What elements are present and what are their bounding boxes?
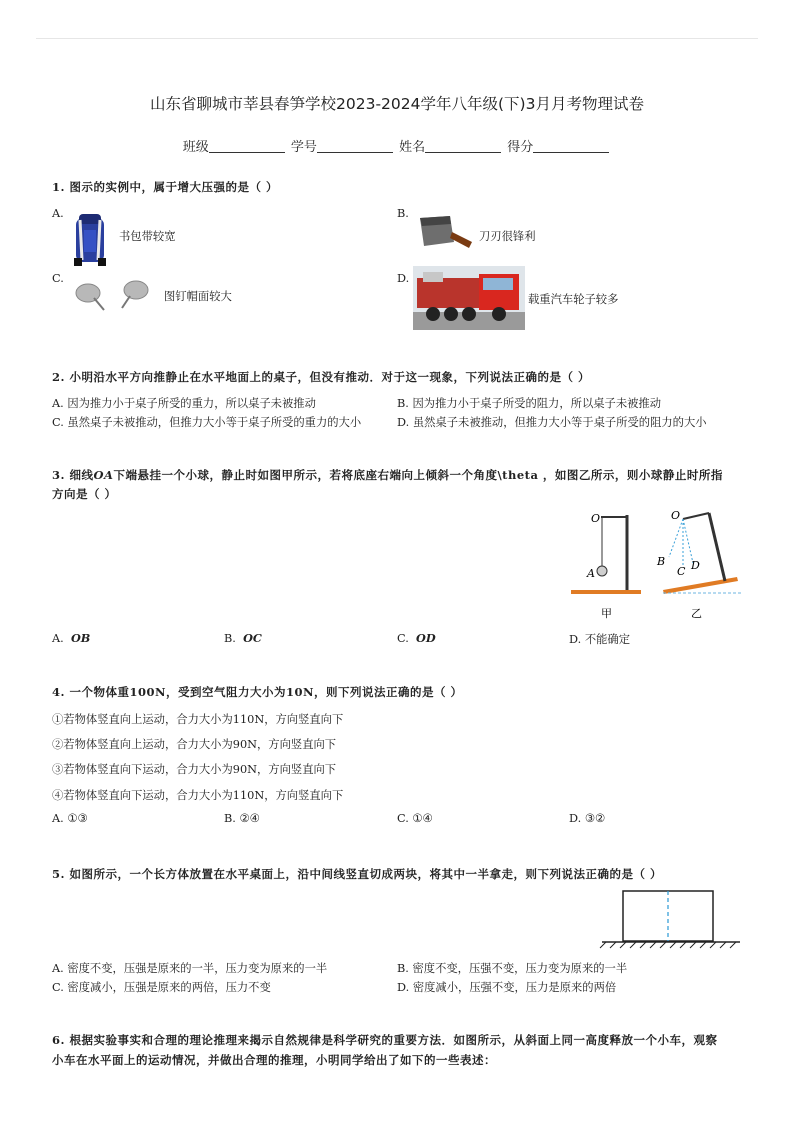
- q3-option-d: D. 不能确定: [569, 633, 631, 646]
- score-label: 得分: [507, 140, 534, 155]
- q3-figure: [565, 505, 745, 620]
- q1-stem: 1. 图示的实例中，属于增大压强的是（ ）: [52, 180, 279, 194]
- q1-option-b-letter: B.: [397, 207, 409, 220]
- q2-option-b: B. 因为推力小于桌子所受的阻力，所以桌子未被推动: [397, 397, 662, 410]
- top-divider: [36, 38, 758, 39]
- q4-statement-1: ①若物体竖直向上运动，合力大小为110N，方向竖直向下: [52, 713, 344, 726]
- q4-option-d: D. ③②: [569, 812, 606, 825]
- q1-option-c-text: 图钉帽面较大: [164, 290, 232, 303]
- yi-tilted-base: [663, 577, 738, 594]
- q1-option-a-text: 书包带较宽: [119, 230, 176, 243]
- q3-math-oa: OA: [93, 468, 114, 482]
- jia-label-o: O: [591, 512, 601, 525]
- q5-table-hatching: [600, 942, 736, 948]
- q1-option-b-text: 刀刃很锋利: [479, 230, 536, 243]
- q3-stem-line2: 方向是（ ）: [52, 487, 117, 501]
- q4-option-c: C. ①④: [397, 812, 433, 825]
- q3-option-c: C. OD: [397, 631, 436, 645]
- q4-statement-2: ②若物体竖直向上运动，合力大小为90N，方向竖直向下: [52, 738, 337, 751]
- jia-ball: [597, 566, 607, 576]
- yi-label-o: O: [671, 509, 681, 522]
- q4-option-b: B. ②④: [224, 812, 260, 825]
- name-label: 姓名: [399, 140, 426, 155]
- name-blank[interactable]: [425, 139, 501, 153]
- backpack-icon: [70, 208, 110, 268]
- q6-stem-line2: 小车在水平面上的运动情况，并做出合理的推理，小明同学给出了如下的一些表述：: [52, 1053, 496, 1067]
- q2-option-a: A. 因为推力小于桌子所受的重力，所以桌子未被推动: [52, 397, 316, 410]
- yi-label-b: B: [657, 555, 666, 568]
- yi-label-c: C: [677, 565, 686, 578]
- score-blank[interactable]: [533, 139, 609, 153]
- fig-label-jia: 甲: [601, 607, 612, 620]
- q3-option-a: A. OB: [52, 631, 91, 645]
- heavy-truck-icon: [413, 266, 525, 330]
- q5-option-b: B. 密度不变，压强不变，压力变为原来的一半: [397, 962, 628, 975]
- q3-stem-line1: 3. 细线OA下端悬挂一个小球，静止时如图甲所示，若将底座右端向上倾斜一个角度\theta ，如图乙所示，则小球静止时所指: [52, 468, 723, 482]
- figure-yi: [656, 509, 741, 620]
- q4-stem: 4. 一个物体重100N，受到空气阻力大小为10N，则下列说法正确的是（ ）: [52, 685, 463, 699]
- q1-option-c-letter: C.: [52, 272, 64, 285]
- q5-stem: 5. 如图所示，一个长方体放置在水平桌面上，沿中间线竖直切成两块，将其中一半拿走，则下列说法正确的是（ ）: [52, 867, 663, 881]
- q4-statement-4: ④若物体竖直向下运动，合力大小为110N，方向竖直向下: [52, 789, 344, 802]
- thumbtack-icon: [70, 276, 160, 312]
- q1-option-d-letter: D.: [397, 272, 410, 285]
- jia-base: [571, 590, 641, 594]
- q2-option-c: C. 虽然桌子未被推动，但推力大小等于桌子所受的重力的大小: [52, 416, 362, 429]
- page-title: 山东省聊城市莘县春笋学校2023-2024学年八年级(下)3月月考物理试卷: [150, 95, 644, 113]
- figure-jia: [571, 512, 641, 620]
- jia-label-a: A: [587, 567, 595, 580]
- yi-line-od: [683, 519, 693, 563]
- class-label: 班级: [182, 140, 209, 155]
- fig-label-yi: 乙: [691, 607, 702, 620]
- student-info-line: [0, 136, 794, 155]
- id-label: 学号: [290, 140, 317, 155]
- q5-option-a: A. 密度不变，压强是原来的一半，压力变为原来的一半: [52, 962, 328, 975]
- class-blank[interactable]: [209, 139, 285, 153]
- q4-option-a: A. ①③: [52, 812, 88, 825]
- id-blank[interactable]: [317, 139, 393, 153]
- q5-block-figure: [598, 886, 744, 950]
- q5-option-c: C. 密度减小，压强是原来的两倍，压力不变: [52, 981, 271, 994]
- q1-option-a-letter: A.: [52, 207, 64, 220]
- q2-stem: 2. 小明沿水平方向推静止在水平地面上的桌子，但没有推动．对于这一现象，下列说法正确的是（ ）: [52, 370, 591, 384]
- q6-stem-line1: 6. 根据实验事实和合理的理论推理来揭示自然规律是科学研究的重要方法．如图所示，从斜面上同一高度释放一个小车，观察: [52, 1033, 718, 1047]
- yi-line-ob: [669, 519, 683, 557]
- q2-option-d: D. 虽然桌子未被推动，但推力大小等于桌子所受的阻力的大小: [397, 416, 707, 429]
- yi-arm: [683, 513, 709, 519]
- yi-label-d: D: [691, 559, 700, 572]
- q3-option-b: B. OC: [224, 631, 262, 645]
- q4-statement-3: ③若物体竖直向下运动，合力大小为90N，方向竖直向下: [52, 763, 337, 776]
- yi-pole: [709, 513, 725, 581]
- cleaver-icon: [416, 212, 476, 252]
- q5-option-d: D. 密度减小，压强不变，压力是原来的两倍: [397, 981, 617, 994]
- q1-option-d-text: 载重汽车轮子较多: [528, 293, 619, 306]
